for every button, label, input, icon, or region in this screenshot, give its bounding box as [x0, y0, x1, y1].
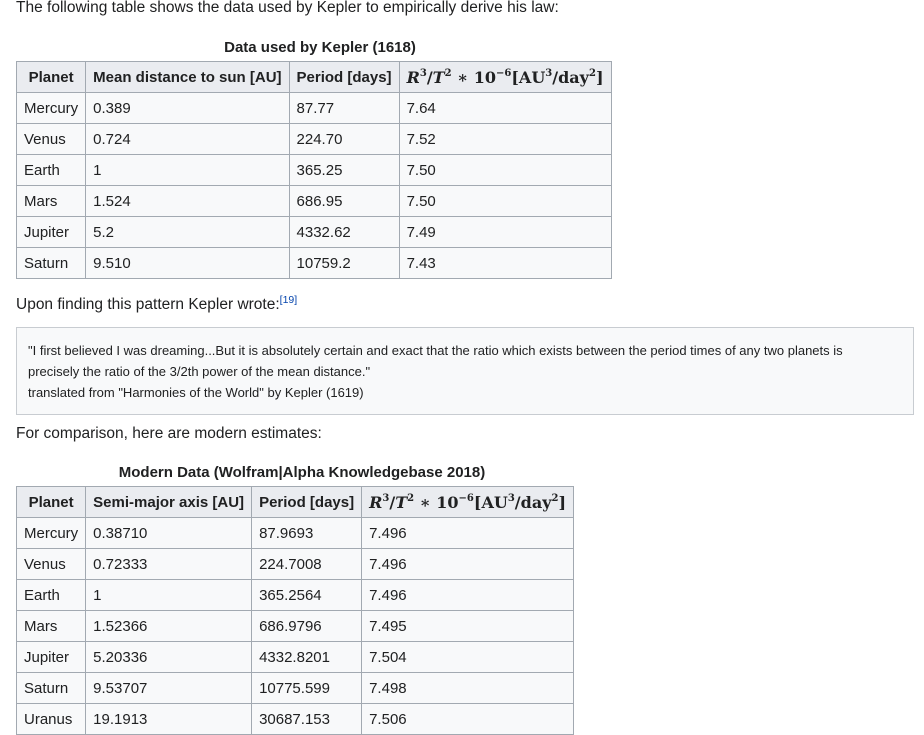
planet-cell: Earth	[17, 580, 86, 611]
planet-cell: Saturn	[17, 248, 86, 279]
table-row	[17, 186, 612, 217]
ratio-cell: 7.506	[362, 704, 574, 735]
table-header-row	[17, 62, 612, 93]
pattern-text: Upon finding this pattern Kepler wrote:	[16, 296, 280, 313]
intro-paragraph: The following table shows the data used by Kepler to empirically derive his law:	[16, 0, 559, 16]
distance-cell: 1	[86, 155, 289, 186]
table-row	[17, 704, 574, 735]
period-cell: 87.77	[289, 93, 399, 124]
ratio-cell: 7.498	[362, 673, 574, 704]
axis-cell: 1	[86, 580, 252, 611]
ratio-column-header: $R^3/T^2$ ∗ $10^{-6}[AU^3/day^2]$	[399, 62, 611, 93]
ratio-cell: 7.64	[399, 93, 611, 124]
planet-cell: Mercury	[17, 518, 86, 549]
period-cell: 10775.599	[252, 673, 362, 704]
period-cell: 4332.62	[289, 217, 399, 248]
axis-cell: 9.53707	[86, 673, 252, 704]
axis-cell: 5.20336	[86, 642, 252, 673]
planet-cell: Mercury	[17, 93, 86, 124]
table-row	[17, 673, 574, 704]
column-header: Planet	[17, 62, 86, 93]
citation-link[interactable]: [19]	[279, 294, 298, 306]
period-cell: 365.25	[289, 155, 399, 186]
column-header: Mean distance to sun [AU]	[86, 62, 289, 93]
quote-source: translated from "Harmonies of the World" by Kepler (1619)	[28, 385, 364, 400]
distance-cell: 0.389	[86, 93, 289, 124]
planet-cell: Mars	[17, 611, 86, 642]
table-row	[17, 124, 612, 155]
column-header: Period [days]	[252, 487, 362, 518]
planet-cell: Saturn	[17, 673, 86, 704]
table-row	[17, 549, 574, 580]
planet-cell: Uranus	[17, 704, 86, 735]
table-header-row	[17, 487, 574, 518]
period-cell: 686.9796	[252, 611, 362, 642]
table-row	[17, 155, 612, 186]
kepler-quote-box	[16, 327, 914, 415]
period-cell: 224.7008	[252, 549, 362, 580]
table-row	[17, 642, 574, 673]
ratio-cell: 7.496	[362, 549, 574, 580]
planet-cell: Venus	[17, 549, 86, 580]
period-cell: 30687.153	[252, 704, 362, 735]
distance-cell: 1.524	[86, 186, 289, 217]
quote-line: precisely the ratio of the 3/2th power of the mean distance."	[28, 364, 371, 379]
quote-line: "I first believed I was dreaming...But it is absolutely certain and exact that the ratio which exists between the period times of any two planets is	[28, 343, 843, 358]
axis-cell: 19.1913	[86, 704, 252, 735]
distance-cell: 5.2	[86, 217, 289, 248]
modern-table-caption: Modern Data (Wolfram|Alpha Knowledgebase 2018)	[118, 464, 486, 481]
table-row	[17, 217, 612, 248]
ratio-cell: 7.495	[362, 611, 574, 642]
planet-cell: Venus	[17, 124, 86, 155]
comparison-paragraph: For comparison, here are modern estimates:	[16, 425, 322, 442]
ratio-cell: 7.50	[399, 155, 611, 186]
kepler-data-table	[16, 61, 612, 279]
period-cell: 686.95	[289, 186, 399, 217]
ratio-cell: 7.496	[362, 580, 574, 611]
column-header: Period [days]	[289, 62, 399, 93]
axis-cell: 1.52366	[86, 611, 252, 642]
planet-cell: Earth	[17, 155, 86, 186]
planet-cell: Mars	[17, 186, 86, 217]
modern-data-table	[16, 486, 574, 735]
planet-cell: Jupiter	[17, 642, 86, 673]
period-cell: 4332.8201	[252, 642, 362, 673]
pattern-paragraph	[16, 295, 297, 315]
ratio-cell: 7.43	[399, 248, 611, 279]
column-header: Planet	[17, 487, 86, 518]
period-cell: 224.70	[289, 124, 399, 155]
ratio-cell: 7.52	[399, 124, 611, 155]
ratio-cell: 7.49	[399, 217, 611, 248]
ratio-cell: 7.50	[399, 186, 611, 217]
table-row	[17, 611, 574, 642]
column-header: Semi-major axis [AU]	[86, 487, 252, 518]
ratio-cell: 7.496	[362, 518, 574, 549]
period-cell: 10759.2	[289, 248, 399, 279]
planet-cell: Jupiter	[17, 217, 86, 248]
period-cell: 365.2564	[252, 580, 362, 611]
period-cell: 87.9693	[252, 518, 362, 549]
distance-cell: 9.510	[86, 248, 289, 279]
table-row	[17, 518, 574, 549]
kepler-table-caption: Data used by Kepler (1618)	[224, 39, 416, 56]
ratio-column-header: $R^3/T^2$ ∗ $10^{-6}[AU^3/day^2]$	[362, 487, 574, 518]
table-row	[17, 248, 612, 279]
table-row	[17, 93, 612, 124]
ratio-cell: 7.504	[362, 642, 574, 673]
axis-cell: 0.38710	[86, 518, 252, 549]
table-row	[17, 580, 574, 611]
distance-cell: 0.724	[86, 124, 289, 155]
axis-cell: 0.72333	[86, 549, 252, 580]
